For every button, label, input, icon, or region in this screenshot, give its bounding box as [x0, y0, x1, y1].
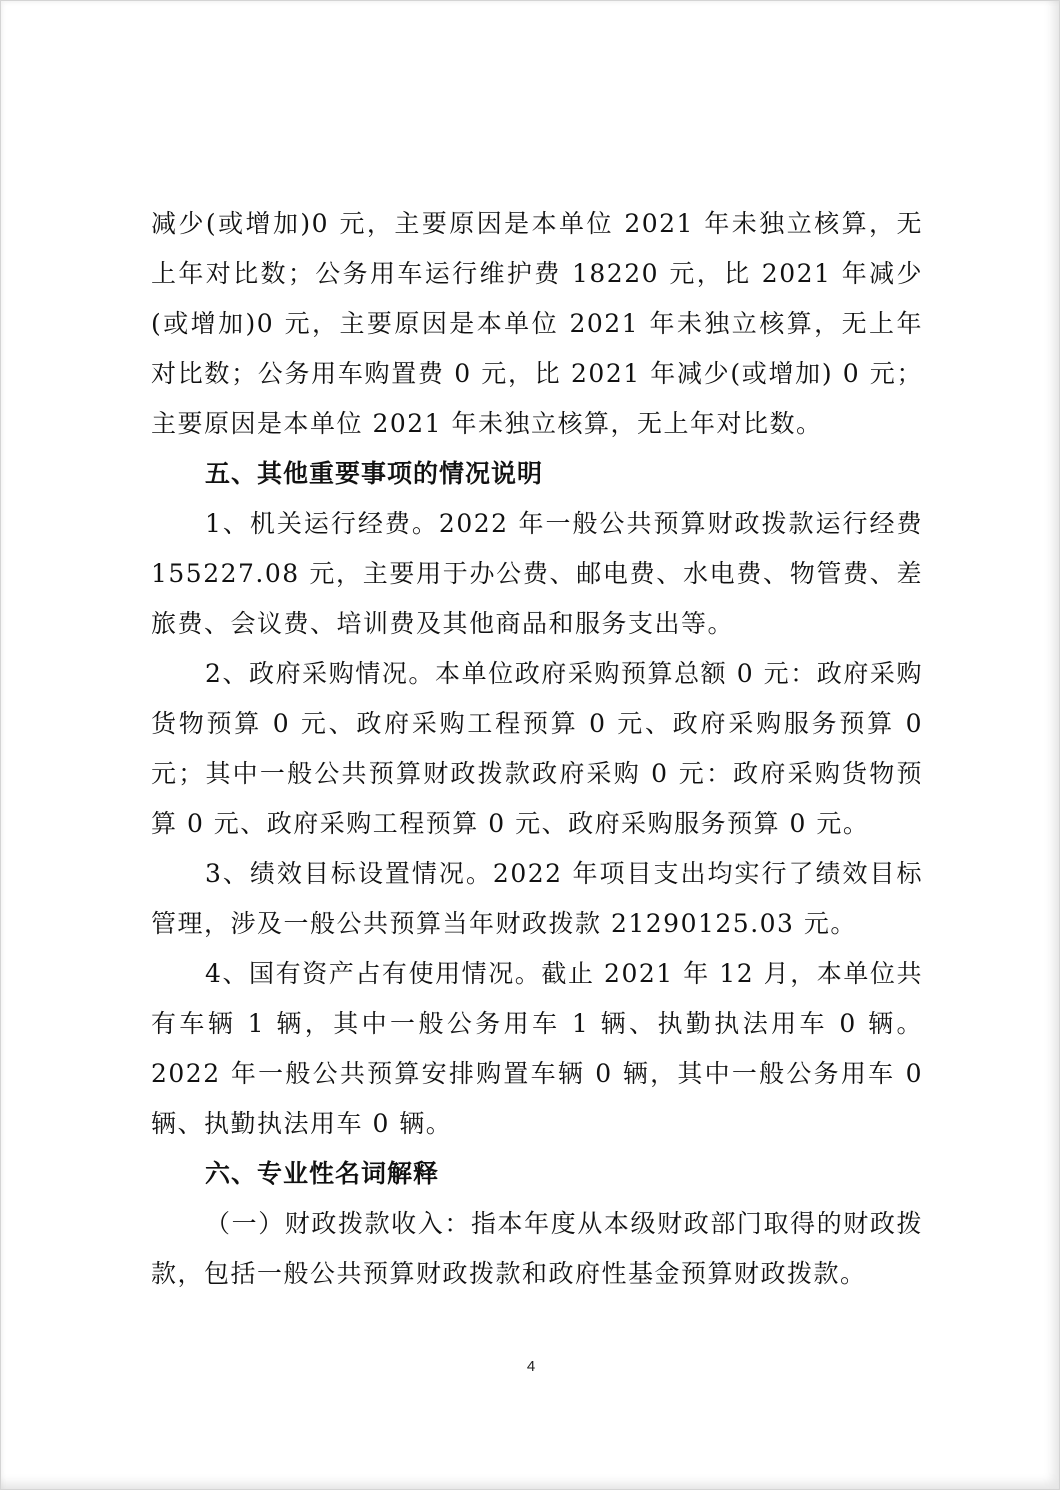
paragraph-fiscal-appropriation-income: （一）财政拨款收入：指本年度从本级财政部门取得的财政拨款，包括一般公共预算财政拨款和政府性基金预算财政拨款。: [151, 1209, 923, 1288]
paragraph-state-assets: 4、国有资产占有使用情况。截止 2021 年 12 月，本单位共有车辆 1 辆，其中一般公务用车 1 辆、执勤执法用车 0 辆。2022 年一般公共预算安排购置车辆 0 辆，其中一般公务用车 0 辆、执勤执法用车 0 辆。: [151, 959, 923, 1138]
paragraph-government-procurement: 2、政府采购情况。本单位政府采购预算总额 0 元：政府采购货物预算 0 元、政府采购工程预算 0 元、政府采购服务预算 0 元；其中一般公共预算财政拨款政府采购 0 元：政府采购货物预算 0 元、政府采购工程预算 0 元、政府采购服务预算 0 元。: [151, 659, 923, 838]
paragraph-operating-expenses: 1、机关运行经费。2022 年一般公共预算财政拨款运行经费 155227.08 元，主要用于办公费、邮电费、水电费、物管费、差旅费、会议费、培训费及其他商品和服务支出等。: [151, 509, 923, 638]
page-body: [151, 199, 923, 1299]
section-heading-other-matters: 五、其他重要事项的情况说明: [205, 459, 544, 488]
paragraph-continuation: 减少(或增加)0 元，主要原因是本单位 2021 年未独立核算，无上年对比数；公务用车运行维护费 18220 元，比 2021 年减少(或增加)0 元，主要原因是本单位 2021 年未独立核算，无上年对比数；公务用车购置费 0 元，比 2021 年减少(或增加) 0 元；主要原因是本单位 2021 年未独立核算，无上年对比数。: [151, 209, 923, 438]
page-number: 4: [526, 1358, 536, 1375]
paragraph-performance-targets: 3、绩效目标设置情况。2022 年项目支出均实行了绩效目标管理，涉及一般公共预算当年财政拨款 21290125.03 元。: [151, 859, 923, 938]
section-heading-terminology: 六、专业性名词解释: [205, 1159, 440, 1188]
